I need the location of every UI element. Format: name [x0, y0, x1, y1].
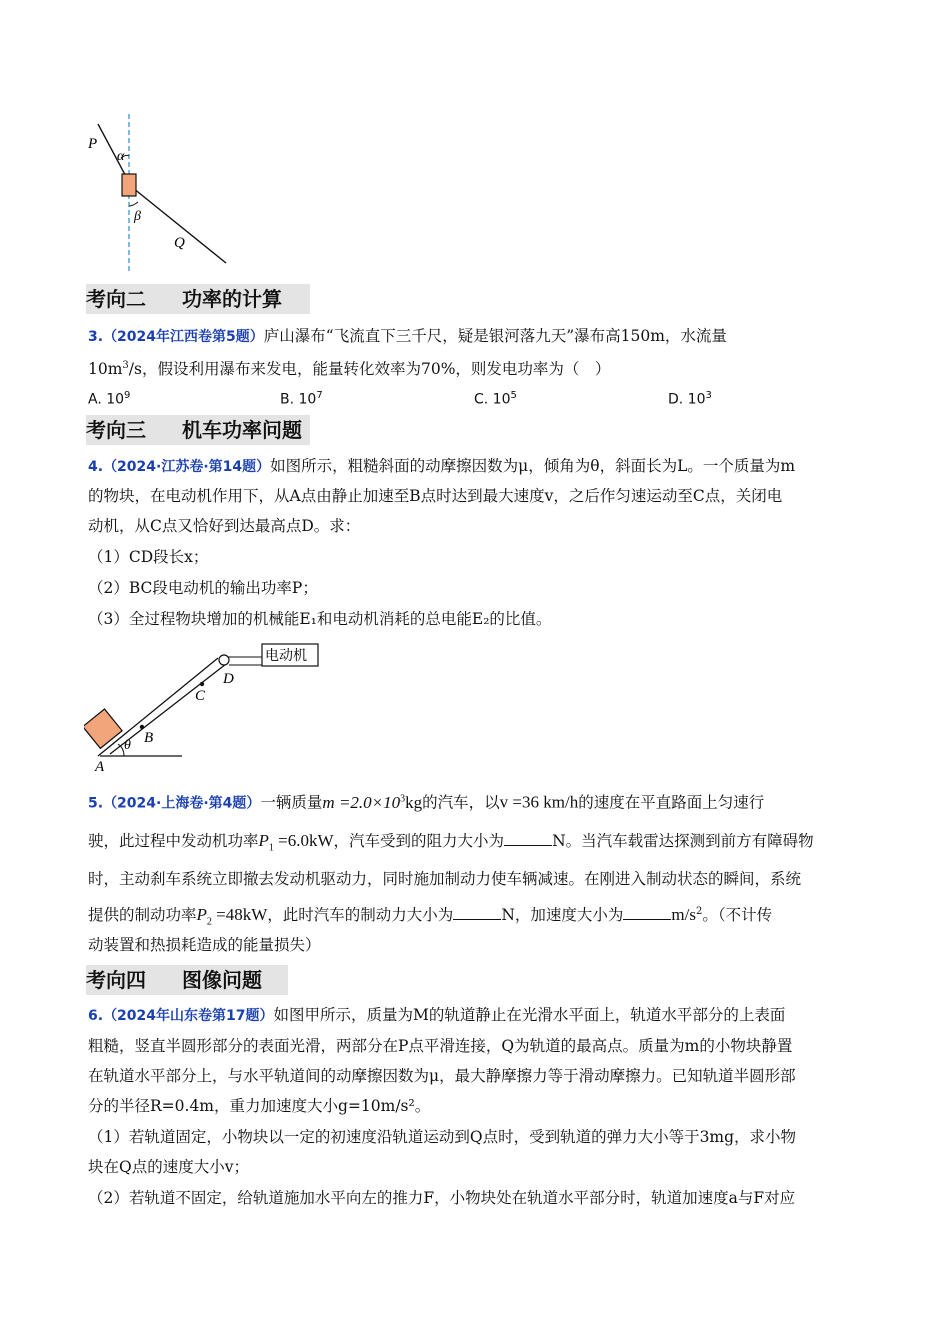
q6-source: （2024年山东卷第17题） — [103, 1008, 274, 1024]
point-b-dot — [140, 725, 144, 729]
q3-option-b[interactable]: B. $10^7$ — [280, 390, 323, 408]
answer-blank-2[interactable] — [453, 905, 501, 920]
q4-line-3: 动机，从C点又恰好到达最高点D。求： — [88, 517, 361, 535]
section-header-2 — [86, 284, 310, 314]
label-theta: θ — [124, 738, 131, 753]
q5-source: （2024·上海卷·第4题） — [103, 795, 261, 812]
section-subtitle: 机车功率问题 — [182, 418, 302, 442]
section-title: 考向三 — [86, 418, 146, 442]
q5-line-3: 时，主动刹车系统立即撤去发动机驱动力，同时施加制动力使车辆减速。在刚进入制动状态的瞬间，系统 — [88, 870, 802, 888]
motor-label: 电动机 — [265, 649, 307, 664]
q5-line-5: 动装置和热损耗造成的能量损失） — [88, 936, 321, 954]
q4-number: 4. — [88, 459, 104, 475]
label-d: D — [223, 671, 234, 687]
q3-option-c[interactable]: C. $10^5$ — [474, 390, 517, 408]
q3-number: 3. — [88, 329, 104, 345]
section-title: 考向四 — [86, 968, 146, 992]
q5-line-1: 5.（2024·上海卷·第4题）一辆质量$m =2.0\times 10^3kg$的汽车，以v =36 km/h的速度在平直路面上匀速行 — [88, 792, 765, 812]
section-subtitle: 功率的计算 — [182, 287, 282, 311]
q3-line-1: 3.（2024年江西卷第5题）庐山瀑布“飞流直下三千尺，疑是银河落九天”瀑布高150m，水流量 — [88, 327, 727, 345]
q6-line-4: 分的半径R=0.4m，重力加速度大小g=10m/s²。 — [88, 1097, 431, 1115]
label-b: B — [144, 730, 154, 746]
label-c: C — [195, 688, 206, 704]
section-title: 考向二 — [86, 287, 146, 311]
label-alpha: α — [117, 149, 125, 164]
p2-expression: $P_2 =48kW$ — [196, 905, 268, 928]
incline-figure-1 — [80, 110, 240, 280]
pulley — [219, 655, 229, 665]
q5-line-2: 驶，此过程中发动机功率$P_1 =6.0kW$，汽车受到的阻力大小为 N。当汽车载雷达探测到前方有障碍物 — [88, 831, 814, 854]
answer-blank-1[interactable] — [504, 831, 552, 846]
label-beta: β — [134, 209, 141, 224]
point-c-dot — [200, 682, 204, 686]
incline-motor-figure — [84, 636, 324, 776]
mass-expression: $m =2.0\times 10^3kg$ — [322, 792, 423, 812]
incline-lower — [98, 658, 218, 756]
section-subtitle: 图像问题 — [182, 968, 262, 992]
q6-sub-1a: （1）若轨道固定，小物块以一定的初速度沿轨道运动到Q点时，受到轨道的弹力大小等于3mg，求小物 — [88, 1128, 797, 1146]
q6-line-1: 6.（2024年山东卷第17题）如图甲所示，质量为M的轨道静止在光滑水平面上，轨道水平部分的上表面 — [88, 1006, 786, 1024]
beta-arc — [129, 202, 138, 206]
q5-number: 5. — [88, 795, 104, 812]
rope-q — [133, 188, 226, 263]
q4-line-2: 的物块，在电动机作用下，从A点由静止加速至B点时达到最大速度v，之后作匀速运动至C点，关闭电 — [88, 487, 783, 505]
p1-expression: $P_1 =6.0kW$ — [258, 831, 334, 854]
q4-sub-1: （1）CD段长x； — [88, 548, 209, 566]
q3-option-a[interactable]: A. $10^9$ — [88, 390, 131, 408]
q4-line-1: 4.（2024·江苏卷·第14题）如图所示，粗糙斜面的动摩擦因数为μ，倾角为θ，斜面长为L。一个质量为m — [88, 457, 796, 475]
q6-sub-1b: 块在Q点的速度大小v； — [88, 1158, 249, 1176]
q6-line-3: 在轨道水平部分上，与水平轨道间的动摩擦因数为μ，最大静摩擦力等于滑动摩擦力。已知轨道半圆形部 — [88, 1067, 796, 1085]
q4-sub-3: （3）全过程物块增加的机械能E₁和电动机消耗的总电能E₂的比值。 — [88, 610, 552, 628]
section-header-4 — [86, 965, 288, 995]
velocity-expression: v =36 km/h — [499, 792, 579, 812]
q6-sub-2: （2）若轨道不固定，给轨道施加水平向左的推力F，小物块处在轨道水平部分时，轨道加速度a与F对应 — [88, 1189, 796, 1207]
q5-line-4: 提供的制动功率$P_2 =48kW$，此时汽车的制动力大小为 N，加速度大小为 $m/s^2$。（不计传 — [88, 905, 773, 928]
label-a: A — [95, 759, 105, 775]
block — [84, 709, 122, 748]
q4-sub-2: （2）BC段电动机的输出功率P； — [88, 579, 318, 597]
q4-source: （2024·江苏卷·第14题） — [103, 459, 271, 475]
answer-blank-3[interactable] — [623, 905, 671, 920]
label-p: P — [88, 136, 98, 152]
label-q: Q — [174, 235, 185, 251]
q3-line-2: $10m^3/s$，假设利用瀑布来发电，能量转化效率为70%，则发电功率为（ ） — [88, 360, 611, 379]
q3-option-d[interactable]: D. $10^3$ — [668, 390, 712, 408]
section-header-3 — [86, 415, 310, 445]
q6-number: 6. — [88, 1008, 104, 1024]
block — [122, 174, 136, 196]
q3-source: （2024年江西卷第5题） — [103, 329, 264, 345]
q6-line-2: 粗糙，竖直半圆形部分的表面光滑，两部分在P点平滑连接，Q为轨道的最高点。质量为m的小物块静置 — [88, 1037, 793, 1055]
